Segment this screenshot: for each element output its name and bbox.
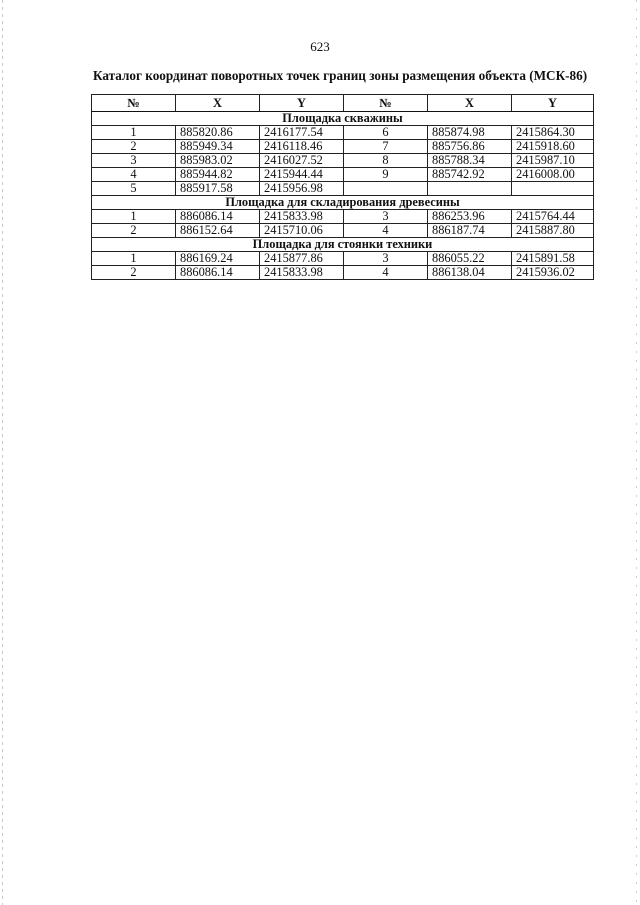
header-y-2: Y (512, 95, 594, 112)
point-number-cell (344, 182, 428, 196)
table-row (92, 154, 594, 168)
point-number-cell: 7 (344, 140, 428, 154)
point-number-cell: 2 (92, 140, 176, 154)
y-coordinate-cell: 2415887.80 (512, 224, 594, 238)
x-coordinate-cell: 885874.98 (428, 126, 512, 140)
y-coordinate-cell: 2415864.30 (512, 126, 594, 140)
x-coordinate-cell: 886169.24 (176, 252, 260, 266)
point-number-cell: 2 (92, 224, 176, 238)
x-coordinate-cell: 886152.64 (176, 224, 260, 238)
point-number-cell: 4 (344, 224, 428, 238)
y-coordinate-cell (512, 182, 594, 196)
page-number: 623 (310, 39, 330, 54)
x-coordinate-cell: 885917.58 (176, 182, 260, 196)
coordinates-table (91, 94, 594, 280)
table-row (92, 224, 594, 238)
point-number-cell: 8 (344, 154, 428, 168)
x-coordinate-cell: 886138.04 (428, 266, 512, 280)
point-number-cell: 3 (344, 210, 428, 224)
y-coordinate-cell: 2415833.98 (260, 266, 344, 280)
section-title: Площадка скважины (92, 112, 594, 126)
table-row (92, 266, 594, 280)
x-coordinate-cell: 886253.96 (428, 210, 512, 224)
point-number-cell: 5 (92, 182, 176, 196)
table-row (92, 182, 594, 196)
x-coordinate-cell: 885820.86 (176, 126, 260, 140)
section-row (92, 196, 594, 210)
y-coordinate-cell: 2415877.86 (260, 252, 344, 266)
x-coordinate-cell: 885949.34 (176, 140, 260, 154)
scan-right-edge (636, 0, 637, 905)
table-header-row (92, 95, 594, 112)
table-row (92, 168, 594, 182)
y-coordinate-cell: 2415918.60 (512, 140, 594, 154)
point-number-cell: 4 (344, 266, 428, 280)
y-coordinate-cell: 2415764.44 (512, 210, 594, 224)
y-coordinate-cell: 2416177.54 (260, 126, 344, 140)
point-number-cell: 3 (344, 252, 428, 266)
y-coordinate-cell: 2416027.52 (260, 154, 344, 168)
header-number-2: № (344, 95, 428, 112)
y-coordinate-cell: 2415710.06 (260, 224, 344, 238)
x-coordinate-cell: 886086.14 (176, 210, 260, 224)
point-number-cell: 1 (92, 252, 176, 266)
section-row (92, 238, 594, 252)
table-row (92, 210, 594, 224)
y-coordinate-cell: 2416118.46 (260, 140, 344, 154)
y-coordinate-cell: 2415956.98 (260, 182, 344, 196)
table-row (92, 126, 594, 140)
table-row (92, 252, 594, 266)
header-x-2: X (428, 95, 512, 112)
point-number-cell: 4 (92, 168, 176, 182)
point-number-cell: 2 (92, 266, 176, 280)
x-coordinate-cell: 885944.82 (176, 168, 260, 182)
table-body (92, 112, 594, 280)
scan-left-edge (2, 0, 3, 905)
y-coordinate-cell: 2415891.58 (512, 252, 594, 266)
x-coordinate-cell: 886086.14 (176, 266, 260, 280)
point-number-cell: 6 (344, 126, 428, 140)
point-number-cell: 9 (344, 168, 428, 182)
header-y-1: Y (260, 95, 344, 112)
point-number-cell: 1 (92, 126, 176, 140)
x-coordinate-cell (428, 182, 512, 196)
section-title: Площадка для складирования древесины (92, 196, 594, 210)
x-coordinate-cell: 885742.92 (428, 168, 512, 182)
y-coordinate-cell: 2415944.44 (260, 168, 344, 182)
document-title: Каталог координат поворотных точек границ зоны размещения объекта (МСК-86) (93, 68, 588, 83)
table-row (92, 140, 594, 154)
y-coordinate-cell: 2416008.00 (512, 168, 594, 182)
header-number-1: № (92, 95, 176, 112)
point-number-cell: 3 (92, 154, 176, 168)
y-coordinate-cell: 2415833.98 (260, 210, 344, 224)
section-row (92, 112, 594, 126)
y-coordinate-cell: 2415987.10 (512, 154, 594, 168)
y-coordinate-cell: 2415936.02 (512, 266, 594, 280)
x-coordinate-cell: 886187.74 (428, 224, 512, 238)
x-coordinate-cell: 886055.22 (428, 252, 512, 266)
x-coordinate-cell: 885788.34 (428, 154, 512, 168)
header-x-1: X (176, 95, 260, 112)
point-number-cell: 1 (92, 210, 176, 224)
x-coordinate-cell: 885756.86 (428, 140, 512, 154)
section-title: Площадка для стоянки техники (92, 238, 594, 252)
x-coordinate-cell: 885983.02 (176, 154, 260, 168)
